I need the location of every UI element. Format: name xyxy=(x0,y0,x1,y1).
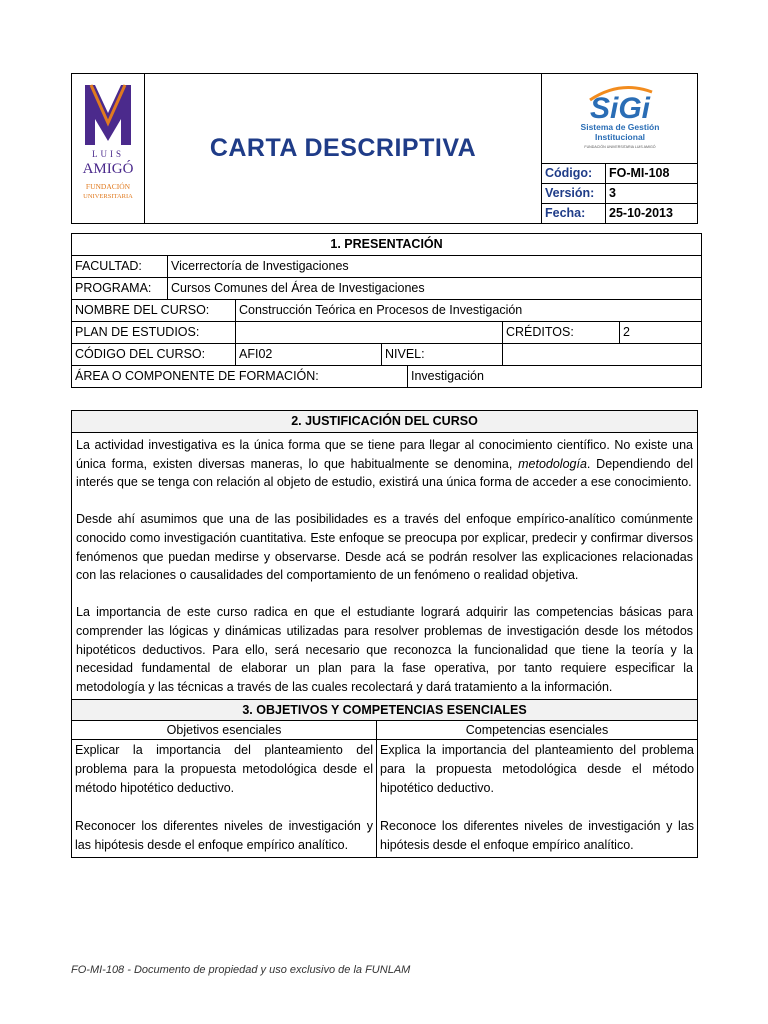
document-title: CARTA DESCRIPTIVA xyxy=(145,74,542,224)
competencia-item: Reconoce los diferentes niveles de investigación y las hipótesis desde el enfoque empírico analítico. xyxy=(380,819,695,853)
programa-value: Cursos Comunes del Área de Investigaciones xyxy=(168,278,702,300)
objetivos-col-head: Objetivos esenciales xyxy=(72,721,377,740)
logo-name-top: LUIS xyxy=(92,149,124,159)
objetivos-cell xyxy=(72,740,377,858)
area-label: ÁREA O COMPONENTE DE FORMACIÓN: xyxy=(72,366,408,388)
version-label: Versión: xyxy=(542,184,606,204)
objetivos-heading: 3. OBJETIVOS Y COMPETENCIAS ESENCIALES xyxy=(72,700,698,721)
area-value: Investigación xyxy=(408,366,702,388)
nombre-curso-label: NOMBRE DEL CURSO: xyxy=(72,300,236,322)
facultad-value: Vicerrectoría de Investigaciones xyxy=(168,256,702,278)
facultad-label: FACULTAD: xyxy=(72,256,168,278)
justificacion-paragraph-3: La importancia de este curso radica en que el estudiante logrará adquirir las competencias básicas para comprender las lógicas y dinámicas utilizadas para resolver problemas de investigación desde los métodos hipotéticos deductivos. Para ello, será necesario que reconozca la funcionalidad que tiene la teoría y la necesidad fundamental de elaborar un plan para la fase operativa, por tanto requiere especificar la metodología y las técnicas a través de las cuales recolectará y dará tratamiento a la información. xyxy=(76,605,694,694)
fecha-label: Fecha: xyxy=(542,204,606,224)
fecha-value: 25-10-2013 xyxy=(606,204,698,224)
presentacion-heading: 1. PRESENTACIÓN xyxy=(72,234,702,256)
codigo-value: FO-MI-108 xyxy=(606,164,698,184)
programa-label: PROGRAMA: xyxy=(72,278,168,300)
sigi-wordmark: SiGi xyxy=(589,92,650,125)
plan-estudios-value xyxy=(236,322,503,344)
sigi-logo-icon xyxy=(560,78,680,152)
presentacion-table xyxy=(71,233,702,388)
luis-amigo-logo xyxy=(72,74,145,224)
objetivo-item: Reconocer los diferentes niveles de investigación y las hipótesis desde el enfoque empírico analítico. xyxy=(75,819,373,853)
luis-amigo-logo-icon xyxy=(77,83,139,207)
sigi-logo xyxy=(542,74,698,164)
creditos-label: CRÉDITOS: xyxy=(503,322,620,344)
justificacion-paragraph-2: Desde ahí asumimos que una de las posibilidades es a través del enfoque empírico-analítico comúnmente conocido como investigación cuantitativa. Este enfoque se preocupa por explicar, predecir y confirmar diversos fenómenos que puedan medirse y observarse. Desde acá se podrán resolver las explicaciones relacionadas con las relaciones o causalidades del comportamiento de un fenómeno o realidad objetiva. xyxy=(76,512,694,583)
codigo-curso-value: AFI02 xyxy=(236,344,382,366)
version-value: 3 xyxy=(606,184,698,204)
sigi-line2: Institucional xyxy=(594,132,645,142)
page-footer: FO-MI-108 - Documento de propiedad y uso exclusivo de la FUNLAM xyxy=(71,964,411,976)
codigo-curso-label: CÓDIGO DEL CURSO: xyxy=(72,344,236,366)
justificacion-heading: 2. JUSTIFICACIÓN DEL CURSO xyxy=(72,411,698,433)
document-header xyxy=(71,73,698,224)
objetivo-item: Explicar la importancia del planteamiento del problema para la propuesta metodológica desde el método hipotético deductivo. xyxy=(75,743,373,796)
logo-line2: UNIVERSITARIA xyxy=(83,193,133,200)
competencia-item: Explica la importancia del planteamiento del problema para la propuesta metodológica desde el método hipotético deductivo. xyxy=(380,743,695,796)
creditos-value: 2 xyxy=(620,322,702,344)
logo-line1: FUNDACIÓN xyxy=(85,182,131,191)
nombre-curso-value: Construcción Teórica en Procesos de Investigación xyxy=(236,300,702,322)
logo-name-main: AMIGÓ xyxy=(82,161,134,177)
competencias-col-head: Competencias esenciales xyxy=(377,721,698,740)
codigo-label: Código: xyxy=(542,164,606,184)
plan-estudios-label: PLAN DE ESTUDIOS: xyxy=(72,322,236,344)
nivel-value xyxy=(503,344,702,366)
justificacion-body xyxy=(72,433,698,700)
metodologia-emphasis: metodología xyxy=(518,456,587,471)
competencias-cell xyxy=(377,740,698,858)
sigi-tagline: FUNDACIÓN UNIVERSITARIA LUIS AMIGÓ xyxy=(583,145,656,149)
nivel-label: NIVEL: xyxy=(382,344,503,366)
justificacion-paragraph-1: La actividad investigativa es la única forma que se tiene para llegar al conocimiento científico. No existe una única forma, existen diversas maneras, lo que habitualmente se denomina, metodología. Dependiendo del interés que se tenga con relación al objeto de estudio, existirá una única forma de acceder a ese conocimiento. xyxy=(76,438,694,490)
justificacion-table xyxy=(71,410,698,858)
sigi-line1: Sistema de Gestión xyxy=(580,122,659,132)
